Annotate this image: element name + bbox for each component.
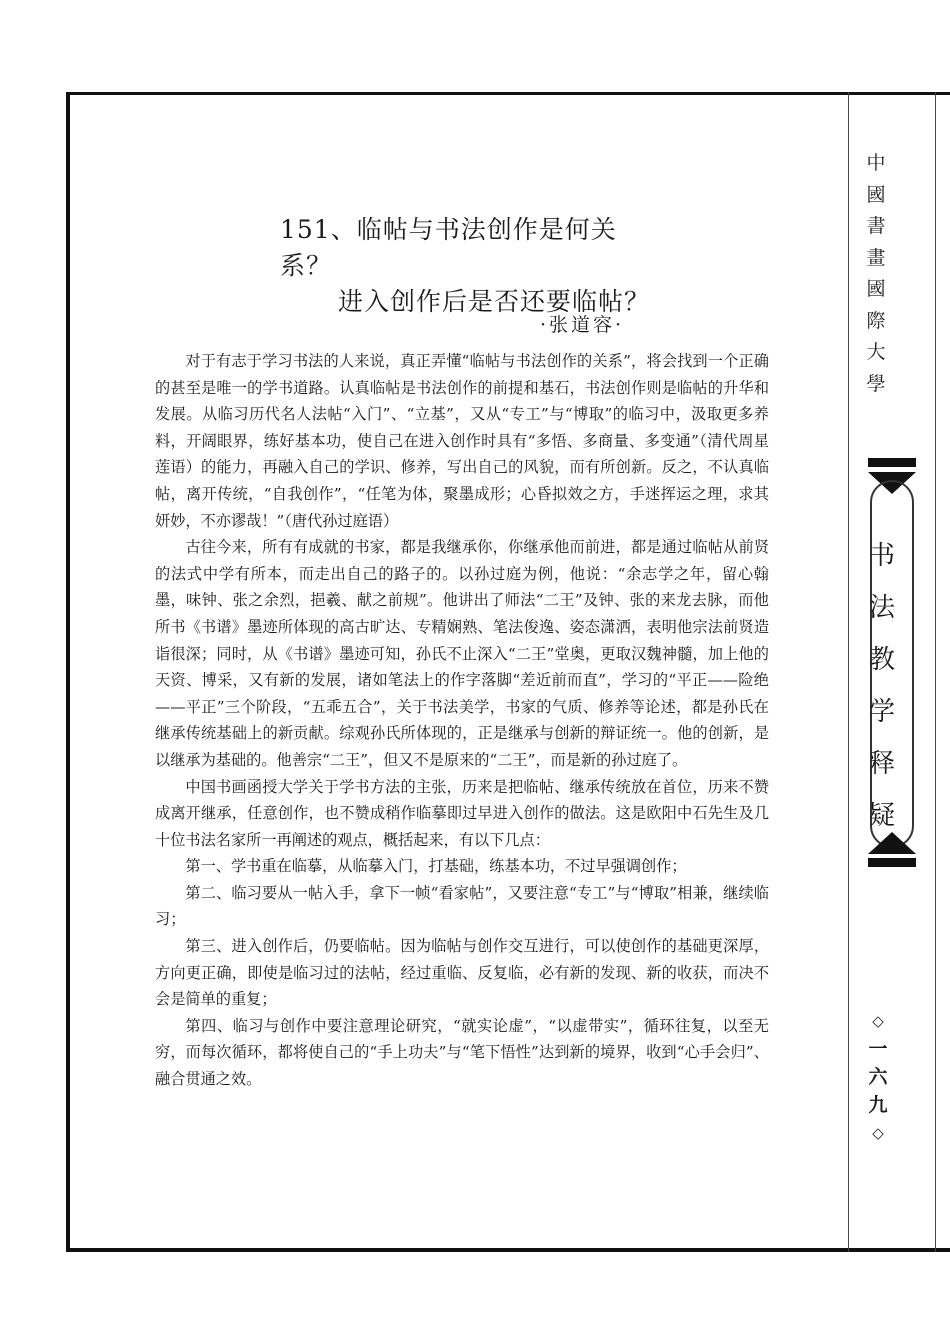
page-number-char: 六 <box>868 1066 888 1088</box>
school-char: 中 <box>866 152 886 174</box>
diamond-icon: ◇ <box>872 1012 884 1030</box>
paragraph-7: 第四、临习与创作中要注意理论研究，“就实论虚”，“以虚带实”，循环往复，以至无穷，而每次循环，都将使自己的“手上功夫”与“笔下悟性”达到新的境界，收到“心手会归”、融合贯通之效。 <box>155 1016 769 1089</box>
school-char: 大 <box>866 341 886 363</box>
article-title <box>280 212 660 320</box>
section-char: 学 <box>868 697 895 727</box>
section-char: 法 <box>868 593 895 623</box>
section-char: 疑 <box>868 801 895 831</box>
paragraph-6: 第三、进入创作后，仍要临帖。因为临帖与创作交互进行，可以使创作的基础更深厚，方向更正确，即使是临习过的法帖，经过重临、反复临，必有新的发现、新的收获，而决不会是简单的重复； <box>155 937 769 1009</box>
page-number-char: 九 <box>868 1094 888 1116</box>
paragraph-4: 第一、学书重在临摹，从临摹入门，打基础，练基本功，不过早强调创作； <box>185 857 687 876</box>
article-body <box>155 348 769 1093</box>
paragraph-1: 对于有志于学习书法的人来说，真正弄懂“临帖与书法创作的关系”，将会找到一个正确的甚至是唯一的学书道路。认真临帖是书法创作的前提和基石，书法创作则是临帖的升华和发展。从临习历代名人法帖“入门”、“立基”，又从“专工”与“博取”的临习中，汲取更多养料，开阔眼界，练好基本功，使自己在进入创作时具有“多悟、多商量、多变通”（清代周星莲语）的能力，再融入自己的学识、修养，写出自己的风貌，而有所创新。反之，不认真临帖，离开传统，“自我创作”，“任笔为体，聚墨成形；心昏拟效之方，手迷挥运之理，求其妍妙，不亦谬哉！”（唐代孙过庭语） <box>155 352 769 530</box>
paragraph-5: 第二、临习要从一帖入手，拿下一帧“看家帖”，又要注意“专工”与“博取”相兼，继续临习； <box>155 883 769 929</box>
school-char: 際 <box>866 309 886 332</box>
school-char: 書 <box>866 215 886 237</box>
paragraph-3: 中国书画函授大学关于学书方法的主张，历来是把临帖、继承传统放在首位，历来不赞成离开继承，任意创作，也不赞成稍作临摹即过早进入创作的做法。这是欧阳中石先生及几十位书法名家所一再阐述的观点，概括起来，有以下几点： <box>155 777 769 849</box>
section-band-top-1 <box>868 458 916 467</box>
school-name-vertical <box>861 148 891 400</box>
paragraph-2: 古往今来，所有有成就的书家，都是我继承你，你继承他而前进，都是通过临帖从前贤的法式中学有所本，而走出自己的路子的。以孙过庭为例，他说：“余志学之年，留心翰墨，味钟、张之余烈，挹羲、献之前规”。他讲出了师法“二王”及钟、张的来龙去脉，而他所书《书谱》墨迹所体现的高古旷达、专精娴熟、笔法俊逸、姿态潇洒，表明他宗法前贤造诣很深；同时，从《书谱》墨迹可知，孙氏不止深入“二王”堂奥，更取汉魏神髓，加上他的天资、博采，又有新的发展，诸如笔法上的作字落脚“差近前而直”，学习的“平正——险绝——平正”三个阶段，“五乖五合”，关于书法美学，书家的气质、修养等论述，都是孙氏在继承传统基础上的新贡献。综观孙氏所体现的，正是继承与创新的辩证统一。他的创新，是以继承为基础的。他善宗“二王”，但又不是原来的“二王”，而是新的孙过庭了。 <box>155 538 769 769</box>
school-char: 國 <box>866 278 886 300</box>
section-char: 教 <box>868 645 895 675</box>
author-name: ·张道容· <box>540 314 625 336</box>
section-char: 书 <box>868 541 895 571</box>
section-title-vertical <box>867 530 897 842</box>
diamond-icon: ◇ <box>872 1124 884 1142</box>
page-number-char: 一 <box>868 1038 888 1060</box>
title-line-1: 151、临帖与书法创作是何关系？ <box>280 215 617 280</box>
page-number-vertical <box>863 1007 893 1147</box>
school-char: 畫 <box>866 246 886 269</box>
title-line-2: 进入创作后是否还要临帖？ <box>338 287 651 316</box>
section-char: 释 <box>868 749 895 779</box>
section-band-bottom-1 <box>868 858 916 867</box>
sidebar-rule-left <box>848 92 849 1252</box>
school-char: 國 <box>866 183 886 206</box>
school-char: 學 <box>866 372 886 395</box>
sidebar-rule-right <box>935 92 936 1252</box>
